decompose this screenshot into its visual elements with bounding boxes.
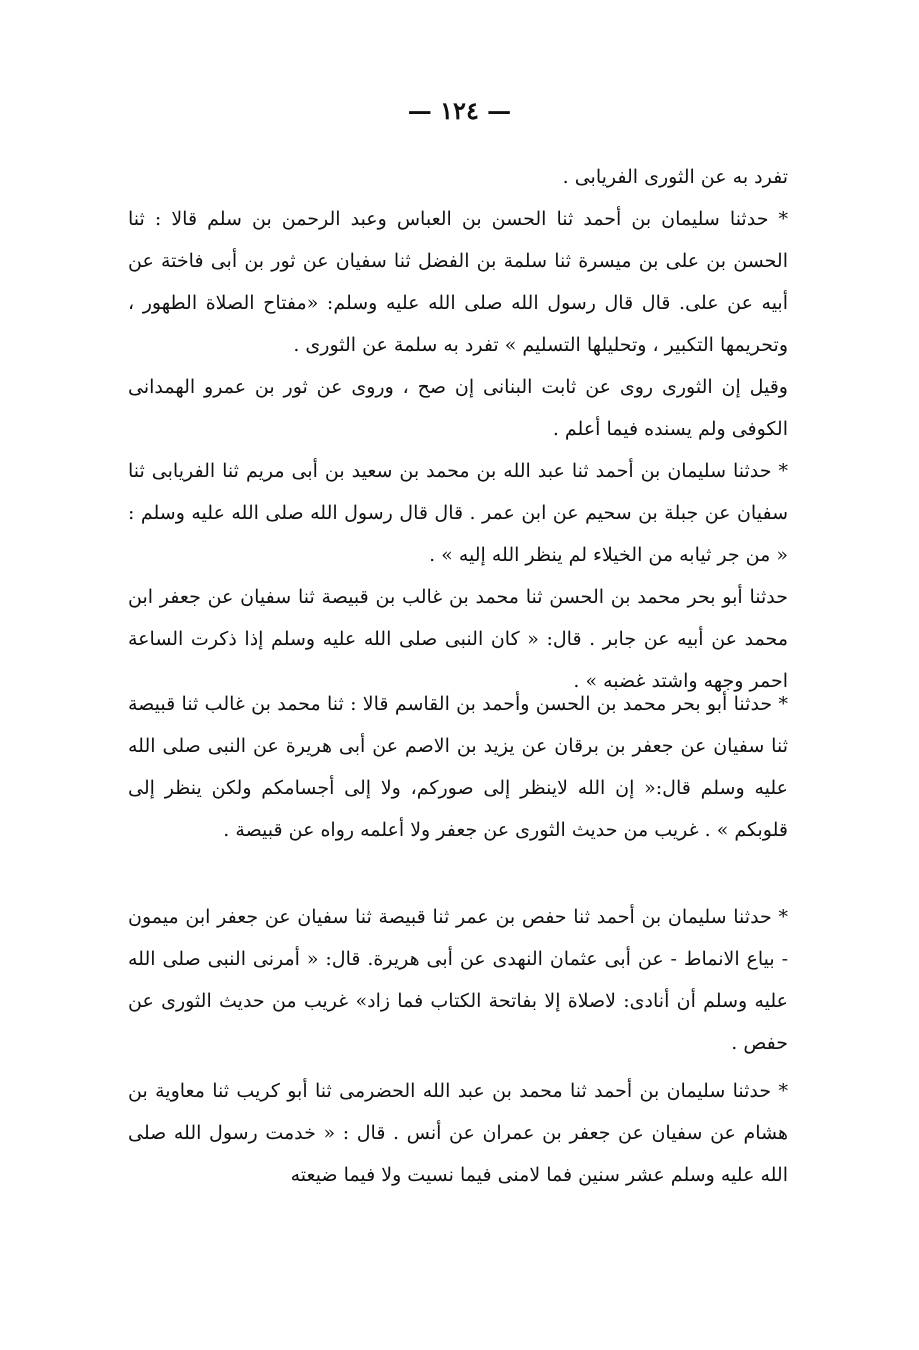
text-block-5 <box>128 1070 788 1196</box>
paragraph: * حدثنا سليمان بن أحمد ثنا عبد الله بن محمد بن سعيد بن أبی مريم ثنا الفريابى ثنا سفيان عن جبلة بن سحيم عن ابن عمر . قال قال رسول الله صلى الله عليه وسلم : « من جر ثيابه من الخيلاء لم ينظر الله إليه » . <box>128 460 788 566</box>
text-block-4 <box>128 896 788 1064</box>
text-block-3 <box>128 683 788 851</box>
paragraph: تفرد به عن الثورى الفريابى . <box>562 166 788 188</box>
paragraph: * حدثنا سليمان بن أحمد ثنا محمد بن عبد الله الحضرمی ثنا أبو كريب ثنا معاوية بن هشام عن سفيان عن جعفر بن عمران عن أنس . قال : « خدمت رسول الله صلى الله عليه وسلم عشر سنين فما لامنی فيما نسيت ولا فيما ضيعته <box>128 1080 788 1186</box>
text-block-2 <box>128 450 788 702</box>
page-number: — ١٢٤ — <box>407 96 512 125</box>
paragraph: حدثنا أبو بحر محمد بن الحسن ثنا محمد بن غالب بن قبيصة ثنا سفيان عن جعفر ابن محمد عن أبيه عن جابر . قال: « كان النبی صلى الله عليه وسلم إذا ذكرت الساعة احمر وجهه واشتد غضبه » . <box>128 586 788 692</box>
paragraph: * حدثنا أبو بحر محمد بن الحسن وأحمد بن القاسم قالا : ثنا محمد بن غالب ثنا قبيصة ثنا سفيان عن جعفر بن برقان عن يزيد بن الاصم عن أبی هريرة عن النبی صلى الله عليه وسلم قال:« إن الله لاينظر إلى صوركم، ولا إلى أجسامكم ولكن ينظر إلى قلوبكم » . غريب من حديث الثوری عن جعفر ولا أعلمه رواه عن قبيصة . <box>128 693 788 841</box>
paragraph: وقيل إن الثوری روی عن ثابت البنانی إن صح ، وروى عن ثور بن عمرو الهمدانی الكوفی ولم يسنده فيما أعلم . <box>128 376 788 440</box>
paragraph: * حدثنا سليمان بن أحمد ثنا الحسن بن العباس وعبد الرحمن بن سلم قالا : ثنا الحسن بن علی بن ميسرة ثنا سلمة بن الفضل ثنا سفيان عن ثور بن أبی فاختة عن أبيه عن علی. قال قال رسول الله صلى الله عليه وسلم: «مفتاح الصلاة الطهور ، وتحريمها التكبير ، وتحليلها التسليم » تفرد به سلمة عن الثوری . <box>128 208 788 356</box>
paragraph: * حدثنا سليمان بن أحمد ثنا حفص بن عمر ثنا قبيصة ثنا سفيان عن جعفر ابن ميمون - بياع الانماط - عن أبی عثمان النهدی عن أبی هريرة. قال: « أمرنی النبی صلى الله عليه وسلم أن أنادی: لاصلاة إلا بفاتحة الكتاب فما زاد» غريب من حديث الثوری عن حفص . <box>128 906 788 1054</box>
text-block-1 <box>128 156 788 450</box>
